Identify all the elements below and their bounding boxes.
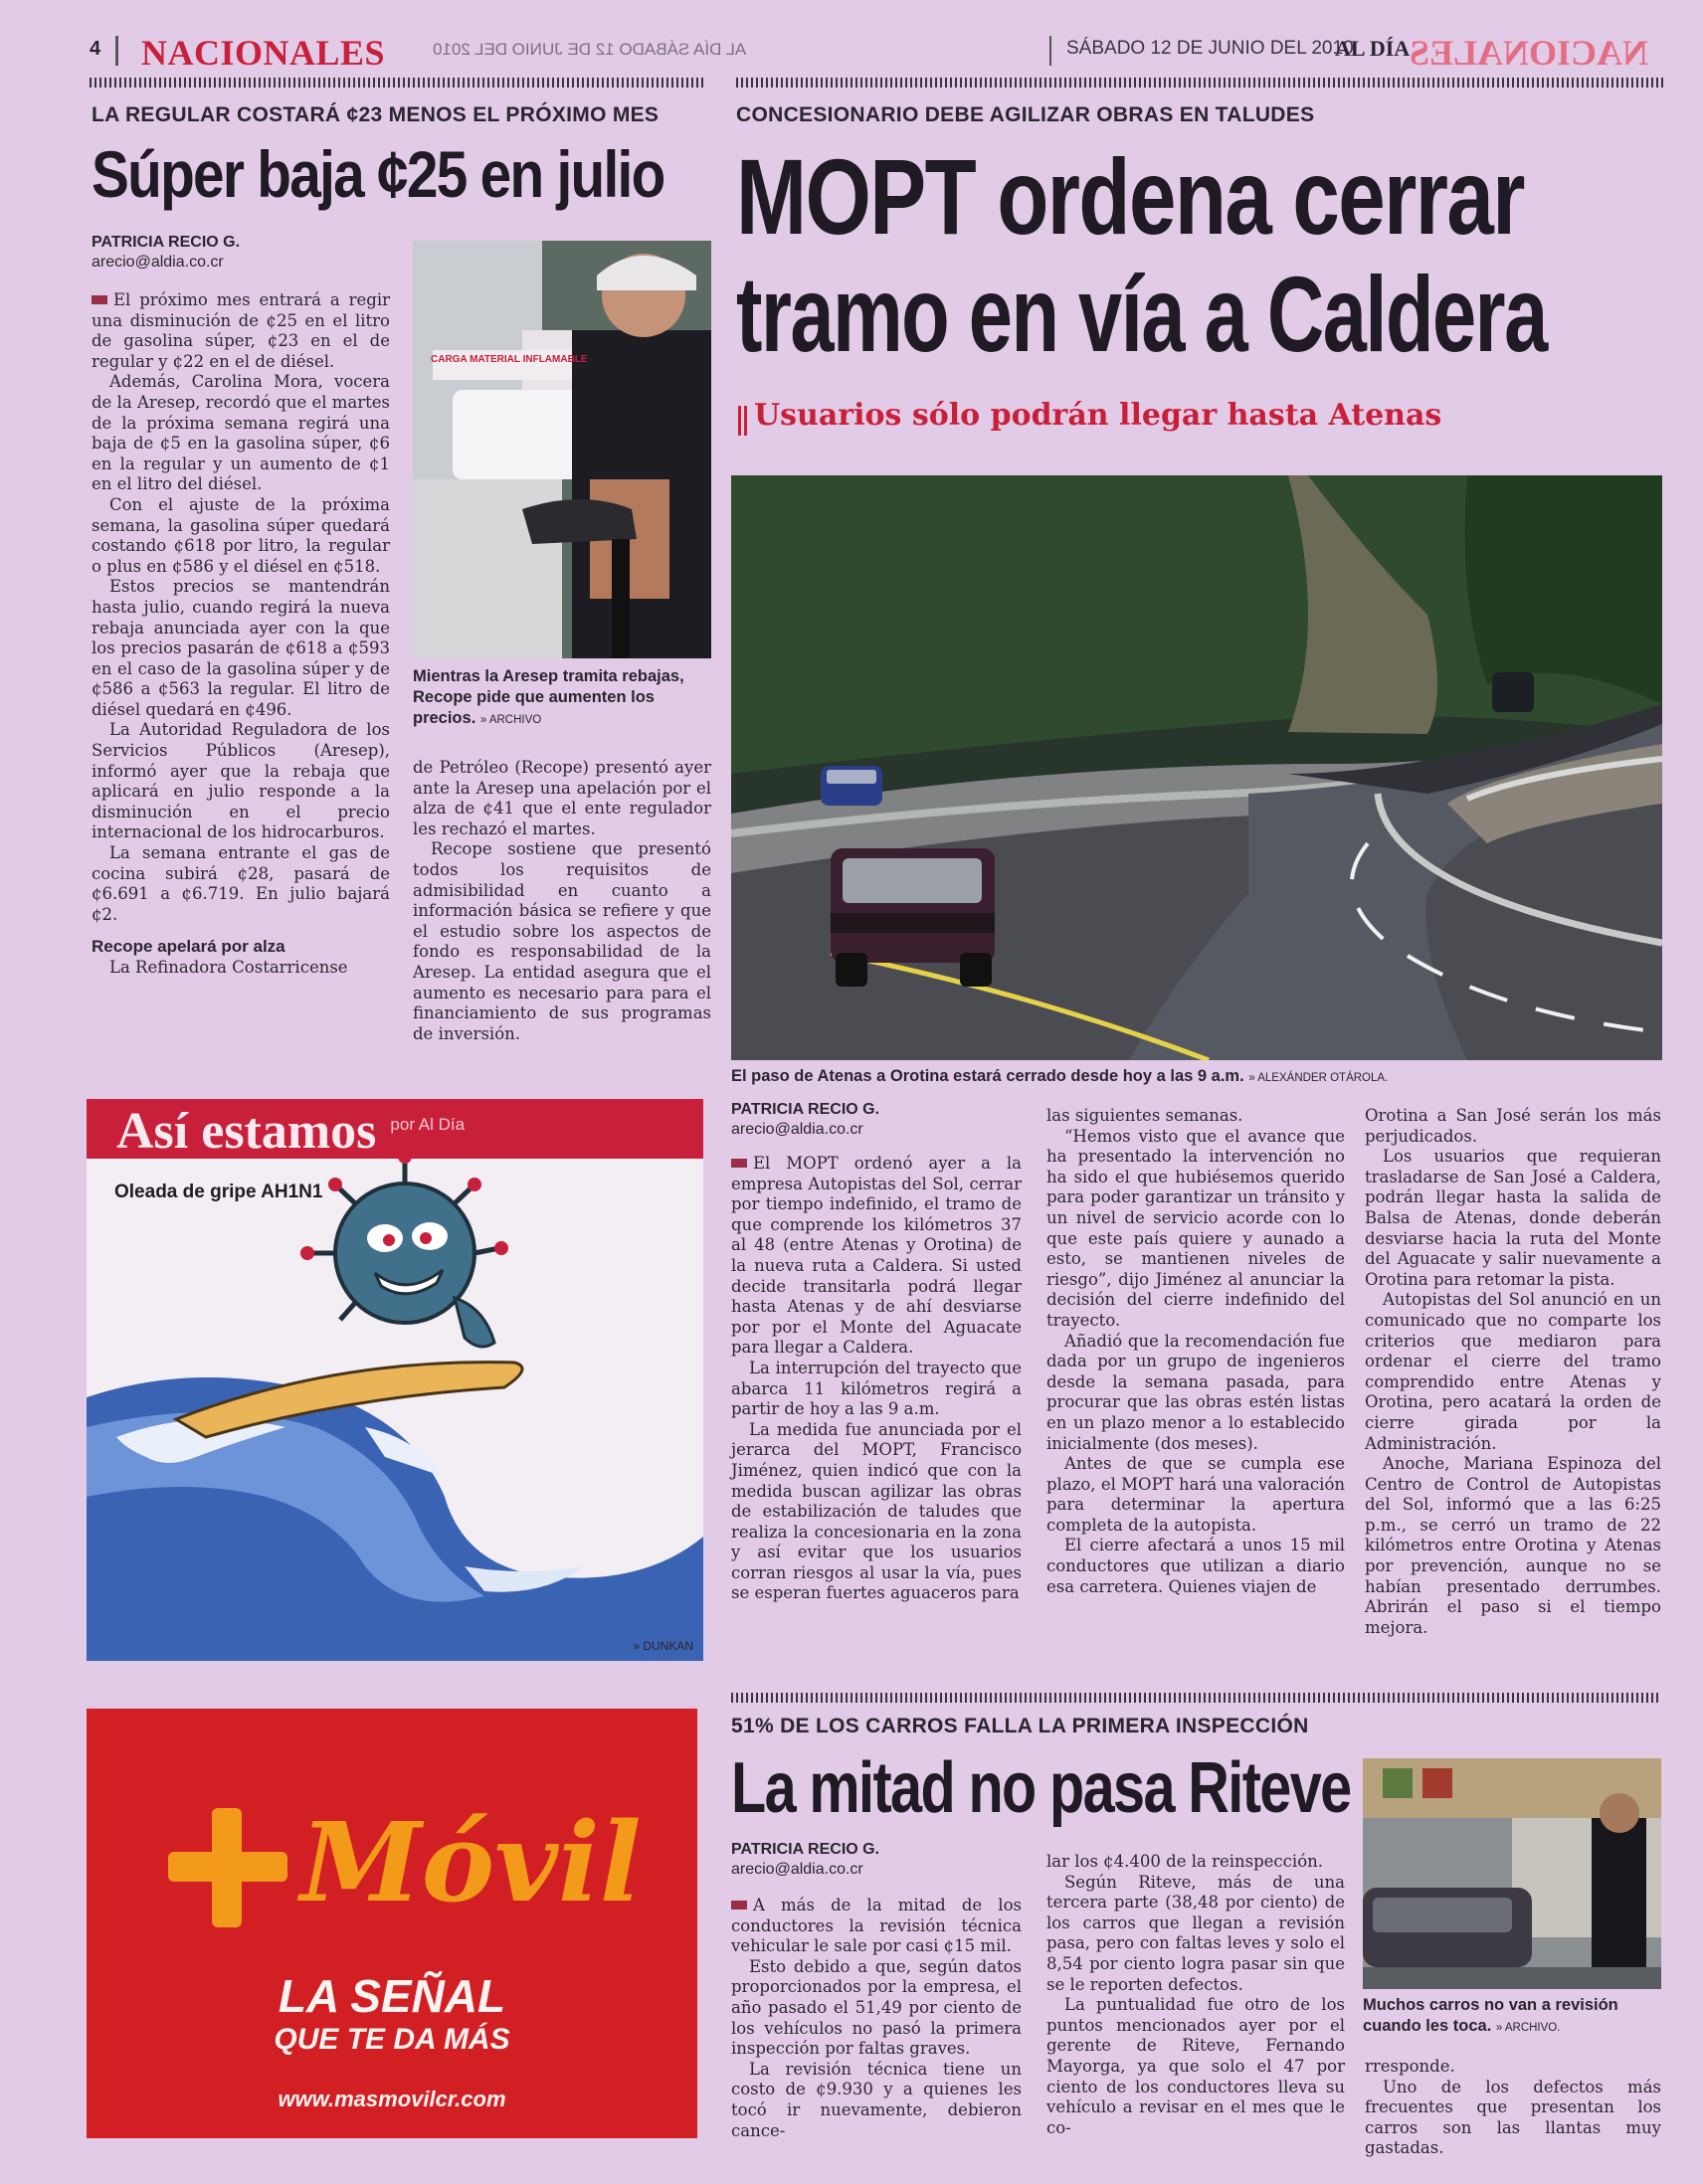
paragraph: El MOPT ordenó ayer a la empresa Autopistas del Sol, cerrar por tiempo indefinido, el tramo de que comprende los kilómetros 37 al 48 (entre Atenas y Orotina) de la nueva ruta a Caldera. Si usted decide transitarla podrá llegar hasta Atenas y de ahí desviarse por por el Monte del Aguacate para llegar a Caldera. [731, 1154, 1022, 1358]
mopt-headline-line-2: tramo en vía a Caldera [736, 254, 1547, 374]
paragraph: lar los ¢4.400 de la reinspección. [1046, 1852, 1323, 1871]
car-dark [1492, 672, 1534, 712]
deck-bar [744, 406, 747, 436]
subhead: Recope apelará por alza [92, 937, 285, 957]
riteve-inspection-photo [1363, 1758, 1661, 1989]
author-name: PATRICIA RECIO G. [731, 1841, 880, 1858]
deck-bar [738, 406, 741, 436]
gas-column-1 [92, 290, 390, 979]
riteve-kicker: 51% DE LOS CARROS FALLA LA PRIMERA INSPECCIÓN [731, 1715, 1309, 1737]
masmovil-ad[interactable] [87, 1709, 697, 2138]
gas-headline: Súper baja ¢25 en julio [92, 137, 664, 211]
section-name: NACIONALES [141, 33, 386, 73]
highway-illustration [731, 475, 1662, 1060]
paragraph: A más de la mitad de los conductores la revisión técnica vehicular le sale por casi ¢15 mil. [731, 1896, 1022, 1956]
cartoon-title-suffix: por Al Día [390, 1115, 466, 1134]
cartoon-title: Así estamos $^{por Al Día}$ [116, 1103, 466, 1160]
mopt-kicker: CONCESIONARIO DEBE AGILIZAR OBRAS EN TALUDES [736, 103, 1315, 126]
paragraph: El cierre afectará a unos 15 mil conductores que utilizan a diario esa carretera. Quienes viajen de [1046, 1536, 1345, 1596]
gas-photo-caption: Mientras la Aresep tramita rebajas, Recope pide que aumenten los precios. » ARCHIVO [413, 667, 684, 727]
author-name: PATRICIA RECIO G. [731, 1101, 880, 1118]
virus-surfing-illustration [87, 1099, 703, 1661]
cartoon-subtitle: Oleada de gripe AH1N1 [114, 1182, 323, 1202]
cartoon-credit: » DUNKAN [633, 1639, 693, 1653]
ad-brand: Móvil [300, 1798, 642, 1926]
mopt-column-3 [1365, 1106, 1661, 1638]
ad-tagline-1: LA SEÑAL [278, 1970, 506, 2022]
paragraph: Recope sostiene que presentó todos los requisitos de admisibilidad en cuanto a información básica se refiere y que el estudio sobre los aspectos de fondo es responsabilidad de la Aresep. La entidad asegura que el aumento es necesario para para el financiamiento de sus programas de inversión. [413, 839, 711, 1043]
dateline: SÁBADO 12 DE JUNIO DEL 2010 [1066, 38, 1354, 59]
paragraph: Con el ajuste de la próxima semana, la gasolina súper quedará costando ¢618 por litro, la regular o plus en ¢586 y el diésel en ¢518. [92, 494, 390, 576]
paragraph: La Autoridad Reguladora de los Servicios Públicos (Aresep), informó ayer que la rebaja que aplicará en julio responde a la disminución en el precio internacional de los hidrocarburos. [92, 720, 390, 842]
brand-name: AL DÍA [1335, 36, 1411, 61]
mopt-column-1 [731, 1154, 1022, 1604]
riteve-photo-caption: Muchos carros no van a revisión cuando les toca. » ARCHIVO. [1363, 1996, 1618, 2035]
inspection-illustration [1363, 1758, 1661, 1989]
paragraph: Los usuarios que requieran trasladarse de San José a Caldera, podrán llegar hasta la salida de Balsa de Atenas, donde deberán desviarse hacia la ruta del Monte del Aguacate y salir nuevamente a Orotina para retomar la pista. [1365, 1147, 1661, 1289]
section-divider [1049, 36, 1051, 66]
highway-photo-caption: El paso de Atenas a Orotina estará cerrado desde hoy a las 9 a.m. » ALEXÁNDER OTÁROLA. [731, 1067, 1389, 1085]
truck-warning-sign: CARGA MATERIAL INFLAMABLE [431, 354, 588, 365]
author-name: PATRICIA RECIO G. [92, 234, 241, 251]
photo-credit: » ARCHIVO. [1495, 2022, 1561, 2034]
page-number: 4 [90, 38, 101, 60]
paragraph: Antes de que se cumpla ese plazo, el MOPT hará una valoración para determinar la apertura completa de la autopista. [1046, 1454, 1345, 1535]
riteve-column-3 [1365, 2057, 1661, 2159]
paragraph: las siguientes semanas. [1046, 1106, 1243, 1125]
lead-square [731, 1901, 747, 1910]
ad-url[interactable]: www.masmovilcr.com [278, 2087, 506, 2111]
mopt-deck: Usuarios sólo podrán llegar hasta Atenas [754, 398, 1442, 433]
paragraph: “Hemos visto que el avance que ha presentado la intervención no ha sido el que hubiésemos querido para poder garantizar un tránsito y un nivel de servicio acorde con lo que este país quiere y aunado a esto, se mantienen niveles de riesgo”, dijo Jiménez al anunciar la decisión del cierre indefinido del trayecto. [1046, 1126, 1345, 1330]
paragraph: Anoche, Mariana Espinoza del Centro de Control de Autopistas del Sol, informó que a las 6:25 p.m., se cerró un tramo de 22 kilómetros entre Orotina y Atenas por prevención, aunque no se habían presentado derrumbes. Abrirán el paso si el tiempo mejora. [1365, 1454, 1661, 1637]
mopt-headline-line-1: MOPT ordena cerrar [736, 136, 1524, 257]
paragraph: El próximo mes entrará a regir una disminución de ¢25 en el litro de gasolina súper, ¢23 en el de regular y ¢22 en el de diésel. [92, 290, 390, 371]
paragraph: La semana entrante el gas de cocina subirá ¢28, pasará de ¢6.691 a ¢6.719. En julio bajará ¢2. [92, 843, 390, 924]
photo-credit: » ALEXÁNDER OTÁROLA. [1248, 1072, 1389, 1084]
cartoon-panel [87, 1099, 703, 1661]
paragraph: Además, Carolina Mora, vocera de la Aresep, recordó que el martes de la próxima semana regirá una baja de ¢5 en la gasolina súper, ¢6 en la regular y un aumento de ¢1 en el litro del diésel. [92, 372, 390, 494]
gas-column-2 [413, 758, 711, 1044]
paragraph: Esto debido a que, según datos proporcionados por la empresa, el año pasado el 51,49 por ciento de los vehículos no pasó la primera inspección por faltas graves. [731, 1956, 1022, 2059]
paragraph: Añadió que la recomendación fue dada por un grupo de ingenieros desde la semana pasada, para procurar que las obras estén listas en un plazo menor a lo establecido inicialmente (dos meses). [1046, 1331, 1345, 1453]
paragraph: La puntualidad fue otro de los puntos mencionados ayer por el gerente de Riteve, Fernando Mayorga, ya que solo el 47 por ciento de los conductores lleva su vehículo a revisar en el mes que le co- [1046, 1995, 1345, 2137]
gas-byline [92, 233, 240, 273]
photo-credit: » ARCHIVO [479, 714, 542, 726]
highway-photo [731, 475, 1662, 1060]
paragraph: La revisión técnica tiene un costo de ¢9.930 y a quienes les tocó ir nuevamente, debieron cance- [731, 2059, 1022, 2140]
car-blue [821, 766, 882, 806]
paragraph: rresponde. [1365, 2057, 1455, 2076]
author-email: arecio@aldia.co.cr [731, 1861, 863, 1878]
header-rule-right [736, 78, 1666, 88]
riteve-column-1 [731, 1896, 1022, 2141]
mirrored-section-name: NACIONALES [1410, 33, 1649, 73]
riteve-headline: La mitad no pasa Riteve [731, 1748, 1351, 1828]
paragraph: Uno de los defectos más frecuentes que presentan los carros son las llantas muy gastadas. [1365, 2077, 1661, 2158]
paragraph: Autopistas del Sol anunció en un comunicado que no comparte los criterios que mediaron para ordenar el cierre del tramo comprendido entre Atenas y Orotina, pero acatará la orden de cierre girada por la Administración. [1365, 1290, 1661, 1453]
author-email: arecio@aldia.co.cr [731, 1121, 863, 1138]
mopt-column-2 [1046, 1106, 1345, 1597]
right-page-header [1049, 30, 1666, 76]
section-divider [115, 36, 118, 66]
riteve-byline [731, 1840, 879, 1880]
paragraph: Según Riteve, más de una tercera parte (38,48 por ciento) de los carros que llegan a revisión pasa, pero con faltas leves y solo el 8,54 por ciento logra pasar sin que se le reporten defectos. [1046, 1872, 1345, 1994]
paragraph: La interrupción del trayecto que abarca 11 kilómetros regirá a partir de hoy a las 9 a.m. [731, 1358, 1022, 1419]
riteve-column-2 [1046, 1852, 1345, 2138]
lead-square [731, 1159, 747, 1168]
gas-station-illustration [413, 241, 711, 658]
left-page-header [90, 30, 747, 76]
mopt-byline [731, 1100, 879, 1140]
gas-kicker: LA REGULAR COSTARÁ ¢23 MENOS EL PRÓXIMO MES [92, 103, 660, 126]
ad-tagline-2: QUE TE DA MÁS [274, 2023, 510, 2056]
lead-square [92, 295, 107, 304]
paragraph: La Refinadora Costarricense [109, 958, 348, 977]
mirrored-dateline: AL DÍA SÁBADO 12 DE JUNIO DEL 2010 [433, 40, 747, 59]
paragraph: Estos precios se mantendrán hasta julio, cuando regirá la nueva rebaja anunciada ayer con la que los precios pasarán de ¢618 a ¢593 en el caso de la gasolina súper y de ¢586 a ¢563 la regular. El litro de diésel quedará en ¢496. [92, 577, 390, 719]
gas-station-photo [413, 241, 711, 658]
header-rule-left [90, 78, 706, 88]
paragraph: La medida fue anunciada por el jerarca del MOPT, Francisco Jiménez, quien indicó que con la medida buscan agilizar las obras de estabilización de taludes que realiza la concesionaria en la zona y así evitar que los usuarios corran riesgos al usar la vía, pues se esperan fuertes aguaceros para [731, 1419, 1022, 1603]
paragraph: de Petróleo (Recope) presentó ayer ante la Aresep una apelación por el alza de ¢41 que el ente regulador les rechazó el martes. [413, 758, 711, 838]
riteve-rule [731, 1693, 1661, 1703]
author-email: arecio@aldia.co.cr [92, 254, 224, 271]
plus-icon [168, 1808, 287, 1927]
paragraph: Orotina a San José serán los más perjudicados. [1365, 1106, 1661, 1146]
